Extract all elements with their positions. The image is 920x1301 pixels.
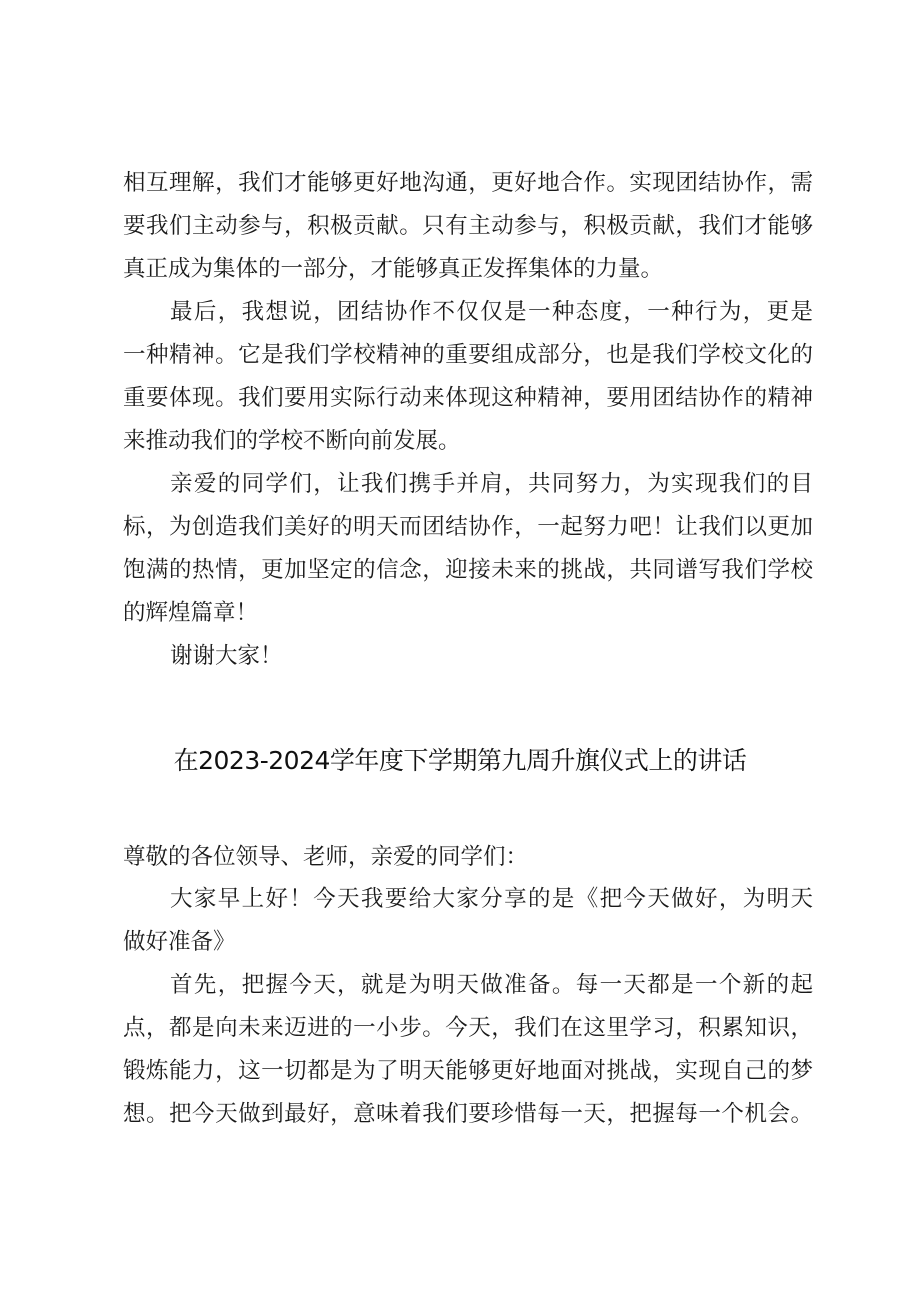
salutation: 尊敬的各位领导、老师，亲爱的同学们： [123, 844, 529, 870]
text-line: 的辉煌篇章！ [123, 600, 259, 626]
text-line: 一种精神。它是我们学校精神的重要组成部分，也是我们学校文化的 [123, 342, 813, 368]
text-line: 标，为创造我们美好的明天而团结协作，一起努力吧！让我们以更加 [123, 514, 813, 540]
text-line: 首先，把握今天，就是为明天做准备。每一天都是一个新的起 [170, 972, 813, 998]
text-line: 最后，我想说，团结协作不仅仅是一种态度，一种行为，更是 [170, 299, 813, 325]
text-line: 饱满的热情，更加坚定的信念，迎接未来的挑战，共同谱写我们学校 [123, 557, 813, 583]
text-line: 大家早上好！今天我要给大家分享的是《把今天做好，为明天 [170, 886, 813, 912]
speech-title: 在2023-2024学年度下学期第九周升旗仪式上的讲话 [173, 746, 747, 775]
text-line: 来推动我们的学校不断向前发展。 [123, 428, 461, 454]
text-line: 做好准备》 [123, 929, 236, 955]
closing-line: 谢谢大家！ [170, 643, 283, 669]
text-line: 点，都是向未来迈进的一小步。今天，我们在这里学习，积累知识， [123, 1015, 813, 1041]
text-line: 亲爱的同学们，让我们携手并肩，共同努力，为实现我们的目 [170, 471, 813, 497]
text-line: 锻炼能力，这一切都是为了明天能够更好地面对挑战，实现自己的梦 [123, 1058, 813, 1084]
text-line: 要我们主动参与，积极贡献。只有主动参与，积极贡献，我们才能够 [123, 213, 813, 239]
text-line: 相互理解，我们才能够更好地沟通，更好地合作。实现团结协作，需 [123, 170, 813, 196]
text-line: 真正成为集体的一部分，才能够真正发挥集体的力量。 [123, 256, 664, 282]
text-line: 重要体现。我们要用实际行动来体现这种精神，要用团结协作的精神 [123, 385, 813, 411]
text-line: 想。把今天做到最好，意味着我们要珍惜每一天，把握每一个机会。 [123, 1101, 813, 1127]
